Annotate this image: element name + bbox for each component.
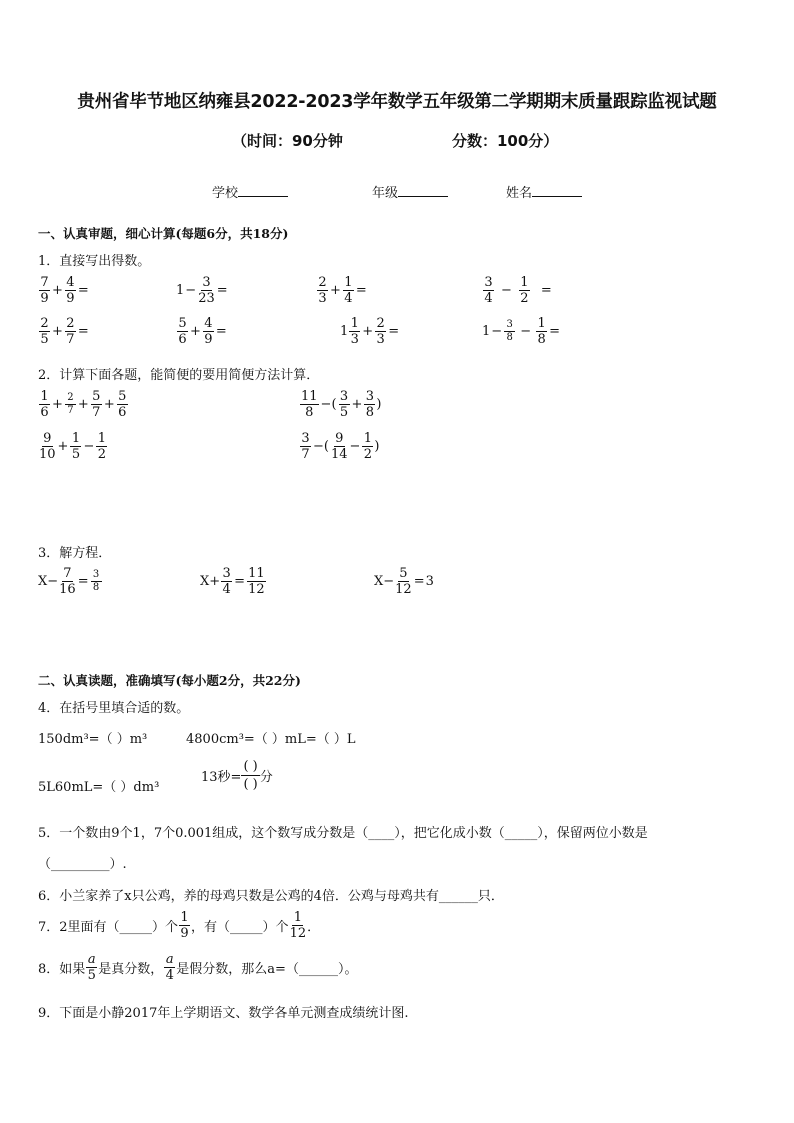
q3-equation-3: X− $\frac{5}{12}$ = 3 — [374, 566, 434, 597]
q4-line-2b[interactable]: 13秒= $\frac{( )}{( )}$ 分 — [201, 759, 273, 792]
q1-expr-4: $\frac{3}{4}$ − $\frac{1}{2}$ = — [484, 275, 552, 306]
q4-line-1b[interactable]: 4800cm³=（ ）mL=（ ）L — [186, 732, 356, 747]
school-label: 学校 — [212, 186, 239, 201]
q2-expr-2: $\frac{11}{8}$ −( $\frac{3}{5}$ + $\frac{3}{8}$ ) — [301, 389, 382, 420]
question-9: 9．下面是小静2017年上学期语文、数学各单元测查成绩统计图. — [38, 1006, 409, 1021]
exam-score: 分数：100分） — [452, 132, 559, 150]
question-4: 4．在括号里填合适的数。 — [38, 701, 190, 716]
name-blank[interactable] — [532, 184, 582, 197]
section-2-heading: 二、认真读题，准确填写(每小题2分，共22分) — [38, 673, 301, 688]
name-label: 姓名 — [506, 186, 533, 201]
page-title: 贵州省毕节地区纳雍县2022-2023学年数学五年级第二学期期末质量跟踪监视试题 — [77, 92, 717, 112]
question-8[interactable]: 8．如果 $\frac{a}{5}$ 是真分数， $\frac{a}{4}$ 是假分数，那么a=（______）。 — [38, 952, 358, 983]
q3-equation-1: X− $\frac{7}{16}$ = $\frac{3}{8}$ — [38, 567, 103, 596]
q2-expr-4: $\frac{3}{7}$ −( $\frac{9}{14}$ − $\frac{1}{2}$ ) — [301, 431, 380, 462]
name-field — [506, 182, 582, 201]
question-2: 2．计算下面各题，能简便的要用简便方法计算． — [38, 368, 320, 383]
q2-expr-1: $\frac{1}{6}$ + $\frac{2}{7}$ + $\frac{5}{7}$ + $\frac{5}{6}$ — [40, 389, 127, 420]
exam-time: （时间：90分钟 — [232, 132, 343, 150]
grade-label: 年级 — [372, 186, 399, 201]
q2-expr-3: $\frac{9}{10}$ + $\frac{1}{5}$ − $\frac{1}{2}$ — [39, 431, 106, 462]
school-field — [212, 182, 288, 201]
q1-expr-3: $\frac{2}{3}$ + $\frac{1}{4}$ = — [318, 275, 367, 306]
q1-expr-5: $\frac{2}{5}$ + $\frac{2}{7}$ = — [40, 316, 89, 347]
question-3: 3．解方程． — [38, 546, 112, 561]
question-6[interactable]: 6．小兰家养了x只公鸡，养的母鸡只数是公鸡的4倍．公鸡与母鸡共有______只． — [38, 889, 504, 904]
q1-expr-6: $\frac{5}{6}$ + $\frac{4}{9}$ = — [178, 316, 227, 347]
q4-line-1a[interactable]: 150dm³=（ ）m³ — [38, 732, 148, 747]
q4-line-2a[interactable]: 5L60mL=（ ）dm³ — [38, 780, 160, 795]
question-7[interactable]: 7．2里面有（_____）个 $\frac{1}{9}$ ，有（_____）个 $\frac{1}{12}$ ． — [38, 910, 321, 941]
school-blank[interactable] — [238, 184, 288, 197]
section-1-heading: 一、认真审题，细心计算(每题6分，共18分) — [38, 226, 289, 241]
question-5-line-2[interactable]: （_________）. — [38, 857, 127, 872]
q1-expr-2: 1 − $\frac{3}{23}$ = — [176, 275, 228, 306]
grade-blank[interactable] — [398, 184, 448, 197]
question-1: 1．直接写出得数。 — [38, 254, 151, 269]
question-5-line-1[interactable]: 5．一个数由9个1，7个0.001组成，这个数写成分数是（____），把它化成小数（_____），保留两位小数是 — [38, 826, 648, 841]
grade-field — [372, 182, 448, 201]
q1-expr-7: 1 $\frac{1}{3}$ + $\frac{2}{3}$ = — [340, 316, 400, 347]
q1-expr-8: 1 − $\frac{3}{8}$ − $\frac{1}{8}$ = — [482, 316, 560, 347]
q1-expr-1: $\frac{7}{9}$ + $\frac{4}{9}$ = — [40, 275, 89, 306]
q3-equation-2: X+ $\frac{3}{4}$ = $\frac{11}{12}$ — [200, 566, 265, 597]
